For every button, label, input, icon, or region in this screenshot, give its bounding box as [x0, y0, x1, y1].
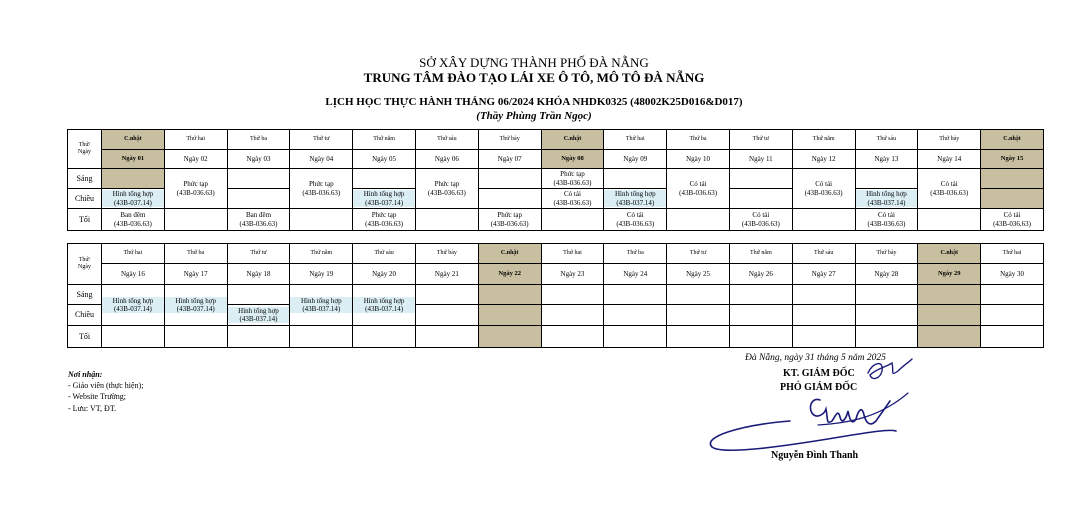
day-name-row [68, 244, 1044, 264]
date-cell: Ngày 03 [227, 150, 290, 169]
date-cell: Ngày 12 [792, 150, 855, 169]
session-cell [102, 285, 165, 326]
date-cell: Ngày 11 [729, 150, 792, 169]
empty-cell [164, 326, 227, 348]
empty-cell [792, 285, 855, 305]
signature [700, 345, 930, 465]
session-cell [541, 189, 604, 209]
session-cell [478, 209, 541, 231]
empty-cell [227, 285, 290, 305]
session-cell [604, 209, 667, 231]
empty-cell [290, 326, 353, 348]
day-name-cell: Thứ sáu [415, 130, 478, 150]
session-type: Hình tổng hợp [363, 296, 405, 305]
empty-cell [667, 305, 730, 326]
vehicle-plate: (43B-037.14) [365, 305, 404, 313]
recipient-item: - Lưu: VT, ĐT. [68, 404, 117, 413]
date-cell: Ngày 15 [981, 150, 1044, 169]
schedule-table-week-1 [67, 129, 1044, 231]
date-cell: Ngày 09 [604, 150, 667, 169]
session-cell [353, 189, 416, 209]
session-type: Có tải [689, 180, 707, 189]
session-type: Có tải [878, 211, 895, 220]
session-cell [855, 209, 918, 231]
empty-cell [478, 285, 541, 305]
label-sang: Sáng [68, 285, 102, 305]
day-name-cell: Thứ hai [541, 244, 604, 264]
day-name-cell: Thứ sáu [792, 244, 855, 264]
empty-cell [541, 326, 604, 348]
empty-cell [981, 305, 1044, 326]
session-type: Có tải [815, 180, 833, 189]
session-cell [415, 169, 478, 209]
day-name-cell: Thứ ba [227, 130, 290, 150]
day-name-cell: Thứ sáu [353, 244, 416, 264]
session-type: Hình tổng hợp [300, 296, 342, 305]
session-cell [290, 169, 353, 209]
empty-cell [541, 285, 604, 305]
empty-cell [227, 189, 290, 209]
empty-cell [290, 209, 353, 231]
empty-cell [981, 285, 1044, 305]
corner-cell: Thứ/ Ngày [68, 244, 102, 285]
date-cell: Ngày 01 [102, 150, 165, 169]
vehicle-plate: (43B-036.63) [616, 219, 655, 228]
day-name-cell: Thứ bảy [415, 244, 478, 264]
empty-cell [729, 285, 792, 305]
day-name-row [68, 130, 1044, 150]
day-name-cell: C.nhật [981, 130, 1044, 150]
vehicle-plate: (43B-037.14) [867, 198, 906, 207]
day-name-cell: C.nhật [102, 130, 165, 150]
session-cell [227, 305, 290, 326]
vehicle-plate: (43B-037.14) [365, 198, 404, 207]
empty-cell [981, 189, 1044, 209]
day-name-cell: Thứ bảy [918, 130, 981, 150]
label-chieu: Chiều [68, 189, 102, 209]
day-name-cell: C.nhật [918, 244, 981, 264]
vehicle-plate: (43B-036.63) [113, 219, 152, 228]
day-name-cell: C.nhật [541, 130, 604, 150]
session-type: Có tải [940, 180, 958, 189]
date-cell: Ngày 30 [981, 264, 1044, 285]
day-name-cell: Thứ hai [102, 244, 165, 264]
vehicle-plate: (43B-037.14) [239, 315, 278, 323]
day-name-cell: Thứ năm [353, 130, 416, 150]
vehicle-plate: (43B-036.63) [365, 219, 404, 228]
row-sang [68, 285, 1044, 305]
session-cell [729, 209, 792, 231]
day-name-cell: Thứ bảy [855, 244, 918, 264]
session-type: Hình tổng hợp [614, 190, 656, 199]
day-name-cell: Thứ ba [604, 244, 667, 264]
empty-cell [604, 326, 667, 348]
label-chieu: Chiều [68, 305, 102, 326]
date-cell: Ngày 23 [541, 264, 604, 285]
date-cell: Ngày 17 [164, 264, 227, 285]
empty-cell [981, 169, 1044, 189]
session-type: Có tải [1003, 211, 1021, 220]
empty-cell [541, 305, 604, 326]
center-title: TRUNG TÂM ĐÀO TẠO LÁI XE Ô TÔ, MÔ TÔ ĐÀ NẴNG [363, 70, 705, 85]
date-cell: Ngày 16 [102, 264, 165, 285]
session-cell [102, 209, 165, 231]
session-type: Có tải [752, 211, 770, 220]
sign-date: Đà Nẵng, ngày 31 tháng 5 năm 2025 [745, 353, 886, 363]
vehicle-plate: (43B-036.63) [867, 219, 906, 228]
label-toi: Tối [68, 326, 102, 348]
session-type: Có tải [626, 211, 644, 220]
session-type: Hình tổng hợp [363, 190, 405, 199]
session-cell [353, 209, 416, 231]
day-name-cell: Thứ ba [667, 130, 730, 150]
empty-cell [415, 209, 478, 231]
empty-cell [415, 326, 478, 348]
empty-cell [729, 305, 792, 326]
session-type: Hình tổng hợp [112, 296, 154, 305]
vehicle-plate: (43B-037.14) [616, 198, 655, 207]
corner-cell: Thứ/ Ngày [68, 130, 102, 169]
empty-cell [478, 326, 541, 348]
session-cell [541, 169, 604, 189]
empty-cell [478, 169, 541, 189]
date-cell: Ngày 18 [227, 264, 290, 285]
session-type: Hình tổng hợp [866, 190, 907, 199]
empty-cell [604, 169, 667, 189]
empty-cell [102, 169, 165, 189]
row-toi [68, 209, 1044, 231]
session-cell [667, 169, 730, 209]
recipient-item: - Giáo viên (thực hiện); [68, 381, 144, 390]
session-type: Ban đêm [120, 211, 146, 220]
empty-cell [855, 169, 918, 189]
empty-cell [918, 209, 981, 231]
vehicle-plate: (43B-036.63) [930, 188, 969, 197]
empty-cell [227, 326, 290, 348]
session-type: Phức tạp [308, 180, 334, 189]
session-type: Phức tạp [560, 170, 585, 179]
session-type: Phức tạp [371, 211, 397, 220]
session-type: Hình tổng hợp [238, 306, 279, 315]
empty-cell [227, 169, 290, 189]
vehicle-plate: (43B-036.63) [553, 198, 592, 207]
date-row [68, 150, 1044, 169]
empty-cell [729, 169, 792, 189]
date-cell: Ngày 04 [290, 150, 353, 169]
vehicle-plate: (43B-036.63) [993, 219, 1032, 228]
date-cell: Ngày 13 [855, 150, 918, 169]
empty-cell [102, 326, 165, 348]
empty-cell [792, 305, 855, 326]
vehicle-plate: (43B-037.14) [302, 305, 341, 313]
signer-title-kt: KT. GIÁM ĐỐC [783, 368, 855, 379]
day-name-cell: Thứ tư [667, 244, 730, 264]
empty-cell [353, 169, 416, 189]
session-cell [164, 169, 227, 209]
empty-cell [855, 305, 918, 326]
recipient-item: - Website Trường; [68, 392, 127, 401]
vehicle-plate: (43B-036.63) [302, 188, 341, 197]
session-cell [918, 169, 981, 209]
empty-cell [918, 285, 981, 305]
date-cell: Ngày 20 [353, 264, 416, 285]
session-cell [981, 209, 1044, 231]
day-name-cell: Thứ năm [792, 130, 855, 150]
date-cell: Ngày 22 [478, 264, 541, 285]
day-name-cell: Thứ tư [290, 130, 353, 150]
empty-cell [604, 305, 667, 326]
empty-cell [981, 326, 1044, 348]
day-name-cell: Thứ hai [164, 130, 227, 150]
vehicle-plate: (43B-036.63) [679, 188, 718, 197]
empty-cell [353, 326, 416, 348]
vehicle-plate: (43B-036.63) [490, 219, 529, 228]
row-sang [68, 169, 1044, 189]
schedule-title: LỊCH HỌC THỰC HÀNH THÁNG 06/2024 KHÓA NHDK0325 (48002K25D016&D017) [325, 96, 743, 108]
day-name-cell: Thứ tư [227, 244, 290, 264]
empty-cell [478, 189, 541, 209]
vehicle-plate: (43B-036.63) [741, 219, 780, 228]
session-cell [164, 285, 227, 326]
session-type: Ban đêm [245, 211, 272, 220]
session-cell [604, 189, 667, 209]
vehicle-plate: (43B-036.63) [427, 188, 466, 197]
empty-cell [478, 305, 541, 326]
session-type: Phức tạp [497, 211, 522, 220]
session-cell [227, 209, 290, 231]
empty-cell [667, 285, 730, 305]
session-cell [855, 189, 918, 209]
day-name-cell: Thứ năm [290, 244, 353, 264]
day-name-cell: Thứ hai [981, 244, 1044, 264]
day-name-cell: Thứ ba [164, 244, 227, 264]
empty-cell [855, 285, 918, 305]
empty-cell [667, 209, 730, 231]
date-cell: Ngày 26 [729, 264, 792, 285]
vehicle-plate: (43B-037.14) [113, 305, 152, 313]
vehicle-plate: (43B-036.63) [239, 219, 278, 228]
signer-name: Nguyễn Đình Thanh [771, 450, 859, 461]
date-cell: Ngày 14 [918, 150, 981, 169]
vehicle-plate: (43B-037.14) [176, 305, 215, 313]
session-type: Phức tạp [183, 180, 208, 189]
day-name-cell: Thứ bảy [478, 130, 541, 150]
empty-cell [541, 209, 604, 231]
day-name-cell: C.nhật [478, 244, 541, 264]
label-sang: Sáng [68, 169, 102, 189]
date-cell: Ngày 29 [918, 264, 981, 285]
session-type: Có tải [564, 190, 581, 199]
date-cell: Ngày 06 [415, 150, 478, 169]
date-cell: Ngày 28 [855, 264, 918, 285]
date-cell: Ngày 24 [604, 264, 667, 285]
empty-cell [918, 305, 981, 326]
session-cell [792, 169, 855, 209]
schedule-table-week-2 [67, 243, 1044, 348]
day-name-cell: Thứ hai [604, 130, 667, 150]
empty-cell [729, 189, 792, 209]
label-toi: Tối [68, 209, 102, 231]
date-cell: Ngày 07 [478, 150, 541, 169]
recipients-heading: Nơi nhận: [68, 370, 103, 379]
date-cell: Ngày 02 [164, 150, 227, 169]
empty-cell [604, 285, 667, 305]
date-cell: Ngày 21 [415, 264, 478, 285]
empty-cell [415, 285, 478, 305]
session-type: Hình tổng hợp [175, 296, 217, 305]
date-cell: Ngày 19 [290, 264, 353, 285]
day-name-cell: Thứ sáu [855, 130, 918, 150]
day-name-cell: Thứ tư [729, 130, 792, 150]
session-cell [102, 189, 165, 209]
empty-cell [792, 209, 855, 231]
teacher-name: (Thầy Phùng Trần Ngọc) [476, 110, 592, 122]
department-title: SỞ XÂY DỰNG THÀNH PHỐ ĐÀ NẴNG [419, 55, 649, 70]
vehicle-plate: (43B-036.63) [176, 188, 215, 197]
date-cell: Ngày 25 [667, 264, 730, 285]
date-row [68, 264, 1044, 285]
vehicle-plate: (43B-037.14) [113, 198, 152, 207]
empty-cell [164, 209, 227, 231]
date-cell: Ngày 27 [792, 264, 855, 285]
empty-cell [415, 305, 478, 326]
date-cell: Ngày 05 [353, 150, 416, 169]
session-type: Phức tạp [434, 180, 460, 189]
vehicle-plate: (43B-036.63) [804, 188, 843, 197]
vehicle-plate: (43B-036.63) [553, 178, 592, 187]
day-name-cell: Thứ năm [729, 244, 792, 264]
signer-title-pgd: PHÓ GIÁM ĐỐC [780, 382, 858, 393]
date-cell: Ngày 10 [667, 150, 730, 169]
date-cell: Ngày 08 [541, 150, 604, 169]
session-cell [353, 285, 416, 326]
session-cell [290, 285, 353, 326]
session-type: Hình tổng hợp [112, 190, 154, 199]
